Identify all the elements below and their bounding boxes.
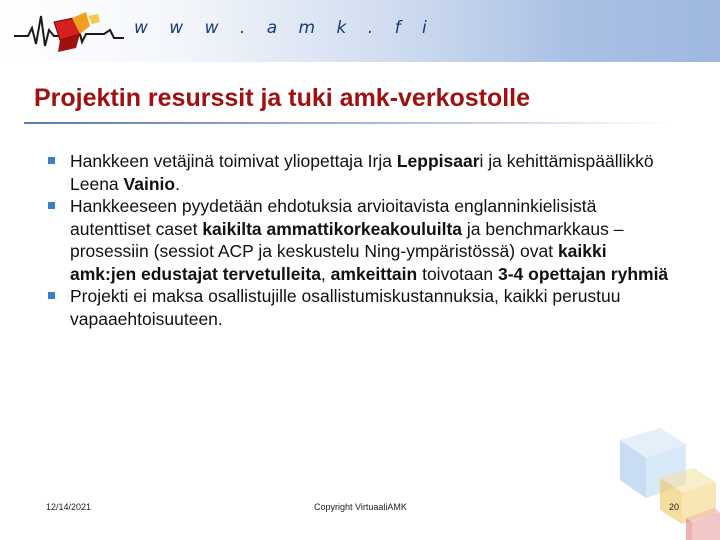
header-banner (0, 0, 720, 62)
square-bullet-icon (48, 202, 55, 209)
bullet-segment-bold: kaikilta ammattikorkeakouluilta (202, 218, 463, 239)
bullet-segment: Hankkeen vetäjinä toimivat yliopettaja Irja (70, 151, 397, 171)
title-underline (24, 122, 674, 124)
page-number: 20 (669, 502, 680, 512)
bullet-text: Projekti ei maksa osallistujille osallistumiskustannuksia, kaikki perustuu vapaaehtoisuuteen. (70, 286, 621, 329)
bullet-segment: i ja kehittämispäällikkö Leena (70, 151, 654, 194)
footer-date: 12/14/2021 (46, 502, 92, 512)
bullet-list (46, 150, 676, 330)
bullet-item (46, 285, 676, 330)
slide-title: Projektin resurssit ja tuki amk-verkostolle (34, 84, 531, 112)
bullet-segment-bold: Vainio (123, 173, 176, 194)
bullet-segment: , (320, 263, 331, 284)
footer-copyright: Copyright VirtuaaliAMK (314, 502, 407, 512)
decorative-cubes (590, 400, 720, 540)
bullet-text (70, 151, 654, 194)
bullet-segment-bold: kaikki amk:jen edustajat tervetulleita (70, 241, 607, 284)
bullet-segment: toivotaan (417, 263, 498, 284)
bullet-item (46, 195, 676, 285)
bullet-segment: Hankkeeseen pyydetään ehdotuksia arvioitavista englanninkielisistä autenttiset caset (70, 196, 597, 239)
bullet-segment-bold: amkeittain (330, 263, 418, 284)
square-bullet-icon (48, 292, 55, 299)
bullet-segment-bold: 3-4 opettajan ryhmiä (497, 263, 669, 284)
bullet-segment-bold: Leppisaar (396, 151, 480, 171)
bullet-segment: . (175, 173, 180, 194)
square-bullet-icon (48, 157, 55, 164)
amk-logo (14, 8, 124, 54)
site-url: w w w . a m k . f i (134, 18, 435, 38)
bullet-text (70, 196, 668, 284)
bullet-item (46, 150, 676, 195)
bullet-segment: ja benchmarkkaus –prosessiin (sessiot ACP ja keskustelu Ning-ympäristössä) ovat (70, 218, 624, 261)
